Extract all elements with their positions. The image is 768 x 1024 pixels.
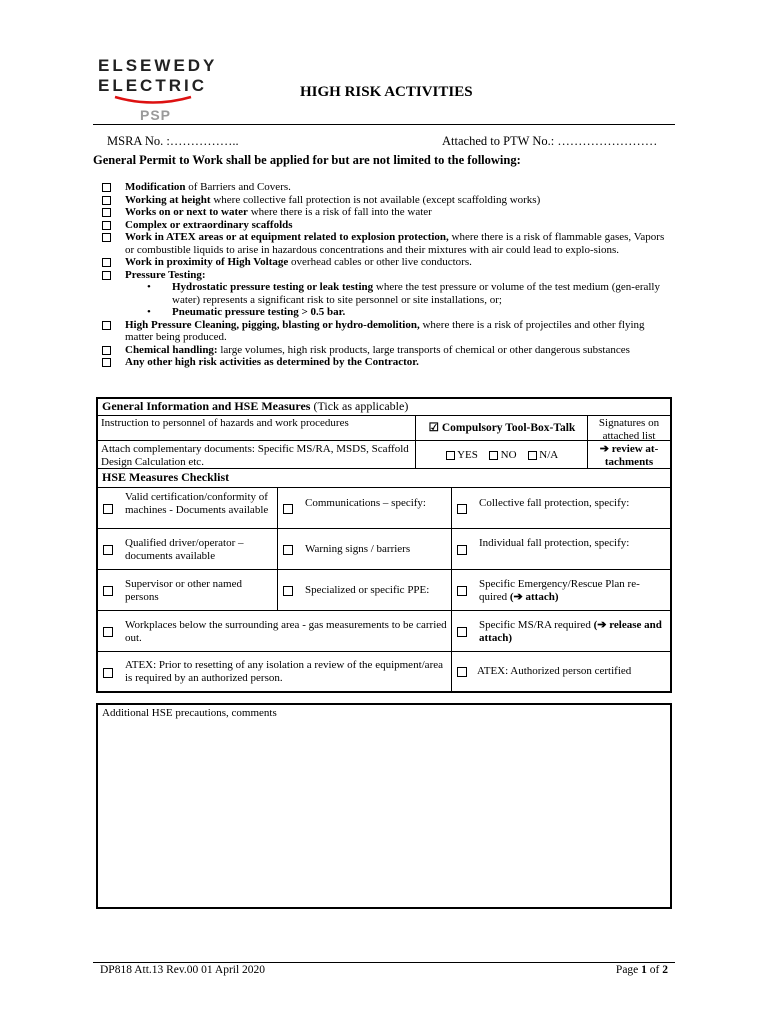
logo-line-2: ELECTRIC [98,76,207,95]
no-checkbox[interactable] [489,451,498,460]
list-item: Work in proximity of High Voltage overhead cables or other live conductors. [102,256,672,269]
list-item: Works on or next to water where there is a risk of fall into the water [102,206,672,219]
footer-divider [93,962,675,963]
checklist-item: Valid certification/conformity of machines - Documents available [98,487,278,529]
checkbox[interactable] [457,545,467,555]
pressure-sublist [125,281,672,319]
checkbox[interactable] [102,233,111,242]
checkbox[interactable] [102,271,111,280]
yes-checkbox[interactable] [446,451,455,460]
activity-list [102,181,672,369]
logo-line-1: ELSEWEDY [98,56,218,75]
checkbox[interactable] [102,358,111,367]
list-item: Chemical handling: large volumes, high risk products, large transports of chemical or other dangerous substances [102,344,672,357]
list-item: Complex or extraordinary scaffolds [102,219,672,232]
intro-text: General Permit to Work shall be applied for but are not limited to the following: [93,153,521,167]
checkbox[interactable] [102,346,111,355]
checklist-item: Workplaces below the surrounding area - gas measurements to be carried out. [98,610,453,652]
checkbox[interactable] [103,627,113,637]
checkbox[interactable] [102,321,111,330]
checkbox[interactable] [283,586,293,596]
checklist-heading: HSE Measures Checklist [98,468,670,488]
checkbox[interactable] [103,504,113,514]
checklist-item: ATEX: Prior to resetting of any isolation a review of the equipment/area is required by an authorized person. [98,651,453,691]
checklist-item: Collective fall protection, specify: [451,487,670,529]
checklist-item: Specific Emergency/Rescue Plan re-quired (➔ attach) [451,569,670,611]
checkbox[interactable] [102,221,111,230]
checklist-item: Supervisor or other named persons [98,569,278,611]
comments-box[interactable] [96,703,672,909]
checklist-item: Individual fall protection, specify: [451,528,670,570]
checkbox[interactable] [102,258,111,267]
checkbox[interactable] [457,627,467,637]
document-reference: DP818 Att.13 Rev.00 01 April 2020 [100,964,266,976]
logo-swoosh-icon [113,94,193,106]
na-checkbox[interactable] [528,451,537,460]
checkbox[interactable] [103,586,113,596]
checklist-item: ATEX: Authorized person certified [451,651,670,691]
checkbox[interactable] [102,208,111,217]
checkbox[interactable] [457,586,467,596]
checkbox[interactable] [102,183,111,192]
checkbox[interactable] [457,667,467,677]
checkbox[interactable] [283,545,293,555]
signatures-note: Signatures on attached list [587,415,670,441]
list-item: Work in ATEX areas or at equipment related to explosion protection, where there is a risk of flammable gases, Vapors or combustible liquids to arise in hazardous concentrations and their mixtures with air could lead to explo-sions. [102,231,672,256]
checklist-item: Warning signs / barriers [277,528,453,570]
list-item: Any other high risk activities as determined by the Contractor. [102,356,672,369]
page-number: Page 1 of 2 [615,964,668,976]
list-item: Working at height where collective fall protection is not available (except scaffolding works) [102,194,672,207]
list-item: Modification of Barriers and Covers. [102,181,672,194]
checklist-item: Specialized or specific PPE: [277,569,453,611]
logo-sub: PSP [140,107,172,123]
header-divider [93,124,675,125]
page-title: HIGH RISK ACTIVITIES [300,84,473,100]
sublist-item: • Hydrostatic pressure testing or leak testing where the test pressure or volume of the test medium (gen-erally water) represents a significant risk to site personnel or site installations, or; [125,281,672,306]
list-item: Pressure Testing: • Hydrostatic pressure testing or leak testing where the test pressure or volume of the test medium (gen-erally water) represents a significant risk to site personnel or site installations, or; • Pneumatic pressure testing > 0.5 bar. [102,269,672,319]
checklist-item: Specific MS/RA required (➔ release and attach) [451,610,670,652]
msra-number: MSRA No. :…………….. [107,134,239,148]
list-item: High Pressure Cleaning, pigging, blasting or hydro-demolition, where there is a risk of projectiles and other flying matter being produced. [102,319,672,344]
checkbox[interactable] [457,504,467,514]
ptw-number: Attached to PTW No.: …………………… [442,134,658,148]
checkbox[interactable] [102,196,111,205]
sublist-item: • Pneumatic pressure testing > 0.5 bar. [125,306,672,319]
attach-documents-text: Attach complementary documents: Specific MS/RA, MSDS, Scaffold Design Calculation etc. [98,440,416,469]
review-attachments: ➔ review at-tachments [587,440,670,469]
checklist-item: Communications – specify: [277,487,453,529]
checked-checkbox-icon: ☑ [428,422,439,434]
instruction-text: Instruction to personnel of hazards and work procedures [98,415,416,441]
checklist-item: Qualified driver/operator – documents available [98,528,278,570]
yes-no-na-options: YES NO N/A [415,440,588,469]
checkbox[interactable] [283,504,293,514]
hse-measures-table [96,397,672,693]
toolbox-talk: ☑ Compulsory Tool-Box-Talk [415,415,588,441]
checkbox[interactable] [103,545,113,555]
checkbox[interactable] [103,668,113,678]
comments-label: Additional HSE precautions, comments [102,707,277,719]
general-info-heading: General Information and HSE Measures (Tick as applicable) [102,399,409,413]
